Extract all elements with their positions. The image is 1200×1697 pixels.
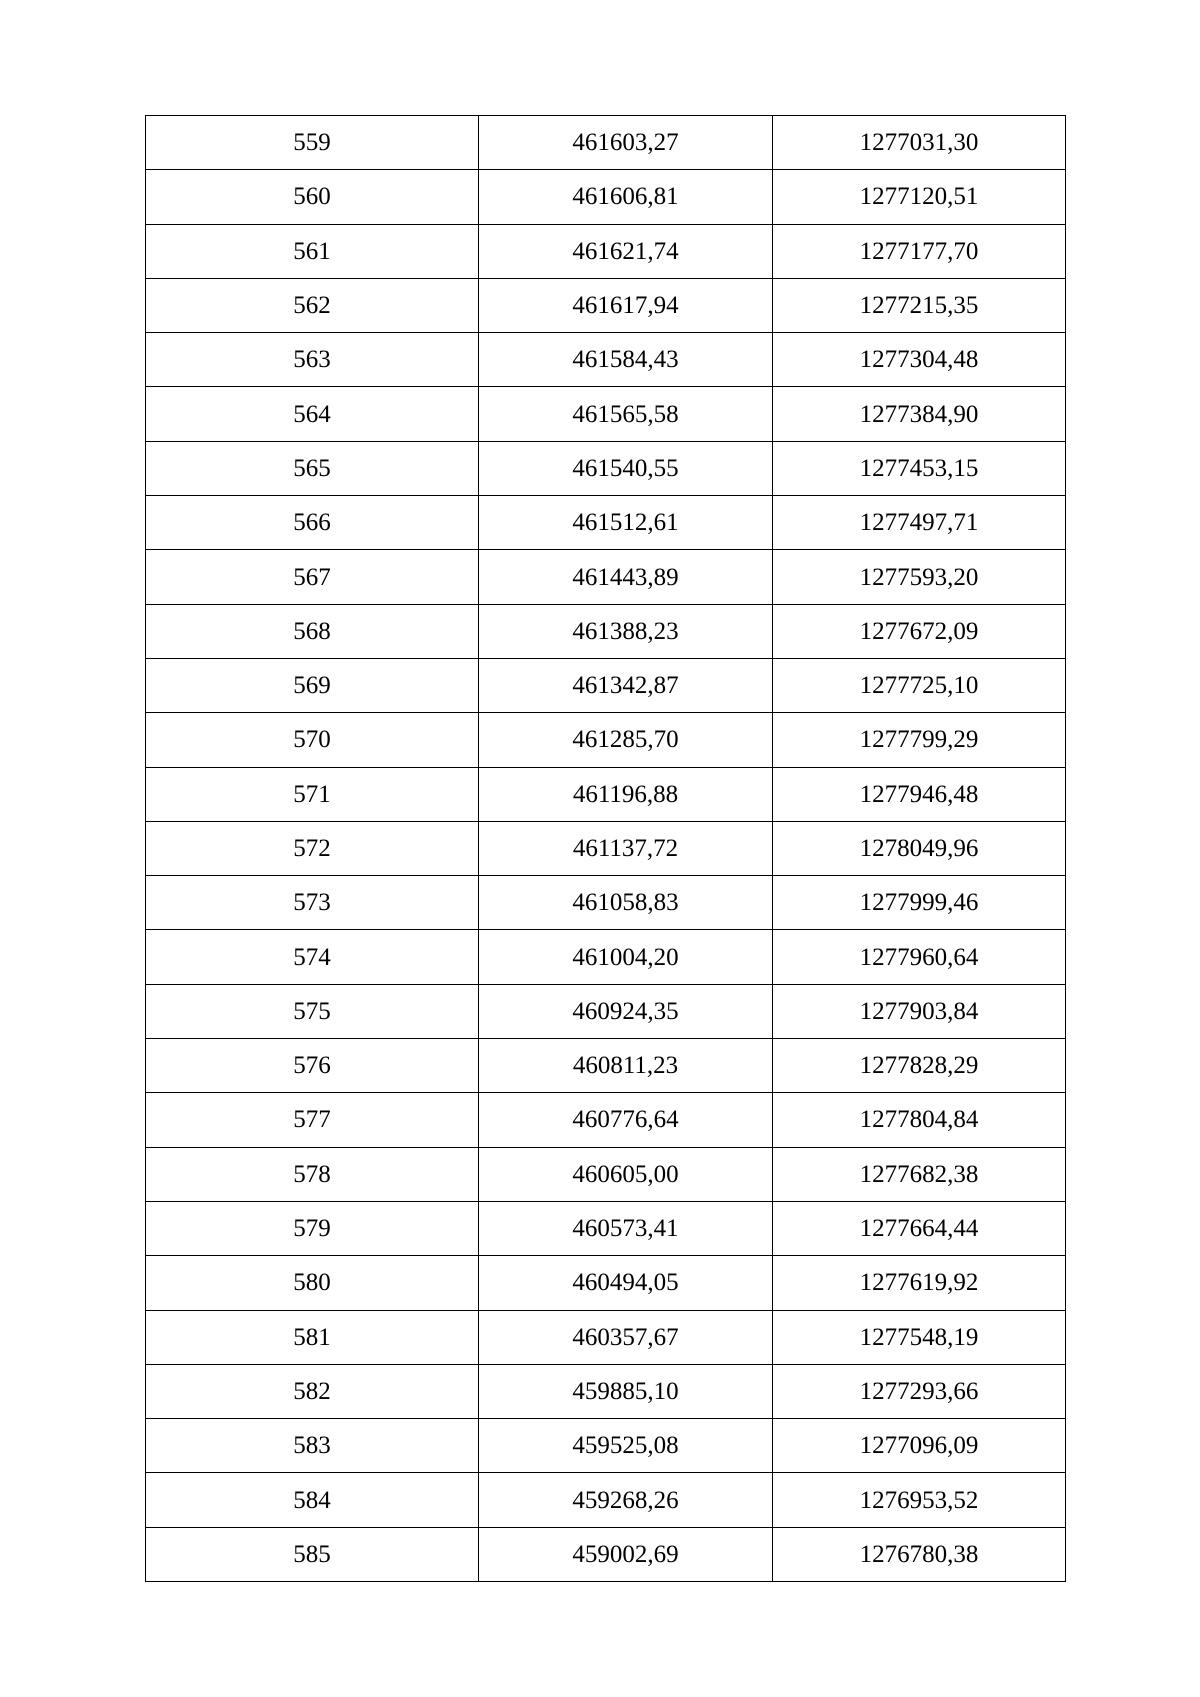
- table-row: [146, 1419, 1066, 1473]
- y-coordinate-cell: 1277960,64: [773, 930, 1066, 984]
- point-number-cell: 569: [146, 658, 479, 712]
- y-coordinate-cell: 1277293,66: [773, 1364, 1066, 1418]
- table-row: [146, 767, 1066, 821]
- coordinates-table-body: [146, 116, 1066, 1582]
- point-number-cell: 580: [146, 1256, 479, 1310]
- point-number-cell: 575: [146, 984, 479, 1038]
- point-number-cell: 559: [146, 116, 479, 170]
- x-coordinate-cell: 461058,83: [479, 876, 773, 930]
- y-coordinate-cell: 1277031,30: [773, 116, 1066, 170]
- table-row: [146, 1147, 1066, 1201]
- y-coordinate-cell: 1277725,10: [773, 658, 1066, 712]
- y-coordinate-cell: 1277828,29: [773, 1039, 1066, 1093]
- point-number-cell: 572: [146, 821, 479, 875]
- y-coordinate-cell: 1278049,96: [773, 821, 1066, 875]
- table-row: [146, 713, 1066, 767]
- point-number-cell: 567: [146, 550, 479, 604]
- x-coordinate-cell: 460494,05: [479, 1256, 773, 1310]
- y-coordinate-cell: 1277999,46: [773, 876, 1066, 930]
- x-coordinate-cell: 459885,10: [479, 1364, 773, 1418]
- x-coordinate-cell: 459268,26: [479, 1473, 773, 1527]
- y-coordinate-cell: 1277215,35: [773, 278, 1066, 332]
- x-coordinate-cell: 461196,88: [479, 767, 773, 821]
- point-number-cell: 584: [146, 1473, 479, 1527]
- y-coordinate-cell: 1277799,29: [773, 713, 1066, 767]
- y-coordinate-cell: 1277497,71: [773, 496, 1066, 550]
- y-coordinate-cell: 1277804,84: [773, 1093, 1066, 1147]
- table-row: [146, 604, 1066, 658]
- x-coordinate-cell: 461004,20: [479, 930, 773, 984]
- x-coordinate-cell: 459525,08: [479, 1419, 773, 1473]
- point-number-cell: 565: [146, 441, 479, 495]
- x-coordinate-cell: 460776,64: [479, 1093, 773, 1147]
- x-coordinate-cell: 461388,23: [479, 604, 773, 658]
- table-row: [146, 550, 1066, 604]
- x-coordinate-cell: 460357,67: [479, 1310, 773, 1364]
- y-coordinate-cell: 1276780,38: [773, 1527, 1066, 1581]
- table-row: [146, 1039, 1066, 1093]
- x-coordinate-cell: 461342,87: [479, 658, 773, 712]
- table-row: [146, 1473, 1066, 1527]
- y-coordinate-cell: 1277304,48: [773, 333, 1066, 387]
- y-coordinate-cell: 1277096,09: [773, 1419, 1066, 1473]
- table-row: [146, 984, 1066, 1038]
- table-row: [146, 170, 1066, 224]
- table-row: [146, 496, 1066, 550]
- y-coordinate-cell: 1277384,90: [773, 387, 1066, 441]
- x-coordinate-cell: 460573,41: [479, 1201, 773, 1255]
- table-row: [146, 224, 1066, 278]
- table-row: [146, 387, 1066, 441]
- point-number-cell: 576: [146, 1039, 479, 1093]
- y-coordinate-cell: 1277672,09: [773, 604, 1066, 658]
- point-number-cell: 579: [146, 1201, 479, 1255]
- point-number-cell: 568: [146, 604, 479, 658]
- x-coordinate-cell: 461584,43: [479, 333, 773, 387]
- point-number-cell: 562: [146, 278, 479, 332]
- y-coordinate-cell: 1277548,19: [773, 1310, 1066, 1364]
- table-row: [146, 333, 1066, 387]
- table-row: [146, 1527, 1066, 1581]
- y-coordinate-cell: 1277453,15: [773, 441, 1066, 495]
- x-coordinate-cell: 461617,94: [479, 278, 773, 332]
- point-number-cell: 566: [146, 496, 479, 550]
- table-row: [146, 1364, 1066, 1418]
- y-coordinate-cell: 1277619,92: [773, 1256, 1066, 1310]
- point-number-cell: 581: [146, 1310, 479, 1364]
- table-row: [146, 876, 1066, 930]
- table-row: [146, 821, 1066, 875]
- point-number-cell: 570: [146, 713, 479, 767]
- x-coordinate-cell: 461621,74: [479, 224, 773, 278]
- table-row: [146, 116, 1066, 170]
- x-coordinate-cell: 461603,27: [479, 116, 773, 170]
- point-number-cell: 573: [146, 876, 479, 930]
- x-coordinate-cell: 461137,72: [479, 821, 773, 875]
- y-coordinate-cell: 1276953,52: [773, 1473, 1066, 1527]
- point-number-cell: 582: [146, 1364, 479, 1418]
- table-row: [146, 278, 1066, 332]
- x-coordinate-cell: 460924,35: [479, 984, 773, 1038]
- x-coordinate-cell: 459002,69: [479, 1527, 773, 1581]
- table-row: [146, 1093, 1066, 1147]
- table-row: [146, 658, 1066, 712]
- x-coordinate-cell: 460811,23: [479, 1039, 773, 1093]
- table-row: [146, 441, 1066, 495]
- table-row: [146, 1201, 1066, 1255]
- x-coordinate-cell: 461443,89: [479, 550, 773, 604]
- y-coordinate-cell: 1277120,51: [773, 170, 1066, 224]
- table-row: [146, 1256, 1066, 1310]
- table-row: [146, 930, 1066, 984]
- y-coordinate-cell: 1277593,20: [773, 550, 1066, 604]
- x-coordinate-cell: 461565,58: [479, 387, 773, 441]
- coordinates-table: [145, 115, 1066, 1582]
- point-number-cell: 578: [146, 1147, 479, 1201]
- x-coordinate-cell: 461540,55: [479, 441, 773, 495]
- y-coordinate-cell: 1277903,84: [773, 984, 1066, 1038]
- x-coordinate-cell: 461285,70: [479, 713, 773, 767]
- x-coordinate-cell: 460605,00: [479, 1147, 773, 1201]
- y-coordinate-cell: 1277664,44: [773, 1201, 1066, 1255]
- point-number-cell: 560: [146, 170, 479, 224]
- table-row: [146, 1310, 1066, 1364]
- point-number-cell: 583: [146, 1419, 479, 1473]
- y-coordinate-cell: 1277682,38: [773, 1147, 1066, 1201]
- x-coordinate-cell: 461606,81: [479, 170, 773, 224]
- y-coordinate-cell: 1277946,48: [773, 767, 1066, 821]
- x-coordinate-cell: 461512,61: [479, 496, 773, 550]
- point-number-cell: 577: [146, 1093, 479, 1147]
- point-number-cell: 574: [146, 930, 479, 984]
- point-number-cell: 571: [146, 767, 479, 821]
- point-number-cell: 564: [146, 387, 479, 441]
- point-number-cell: 585: [146, 1527, 479, 1581]
- point-number-cell: 563: [146, 333, 479, 387]
- y-coordinate-cell: 1277177,70: [773, 224, 1066, 278]
- point-number-cell: 561: [146, 224, 479, 278]
